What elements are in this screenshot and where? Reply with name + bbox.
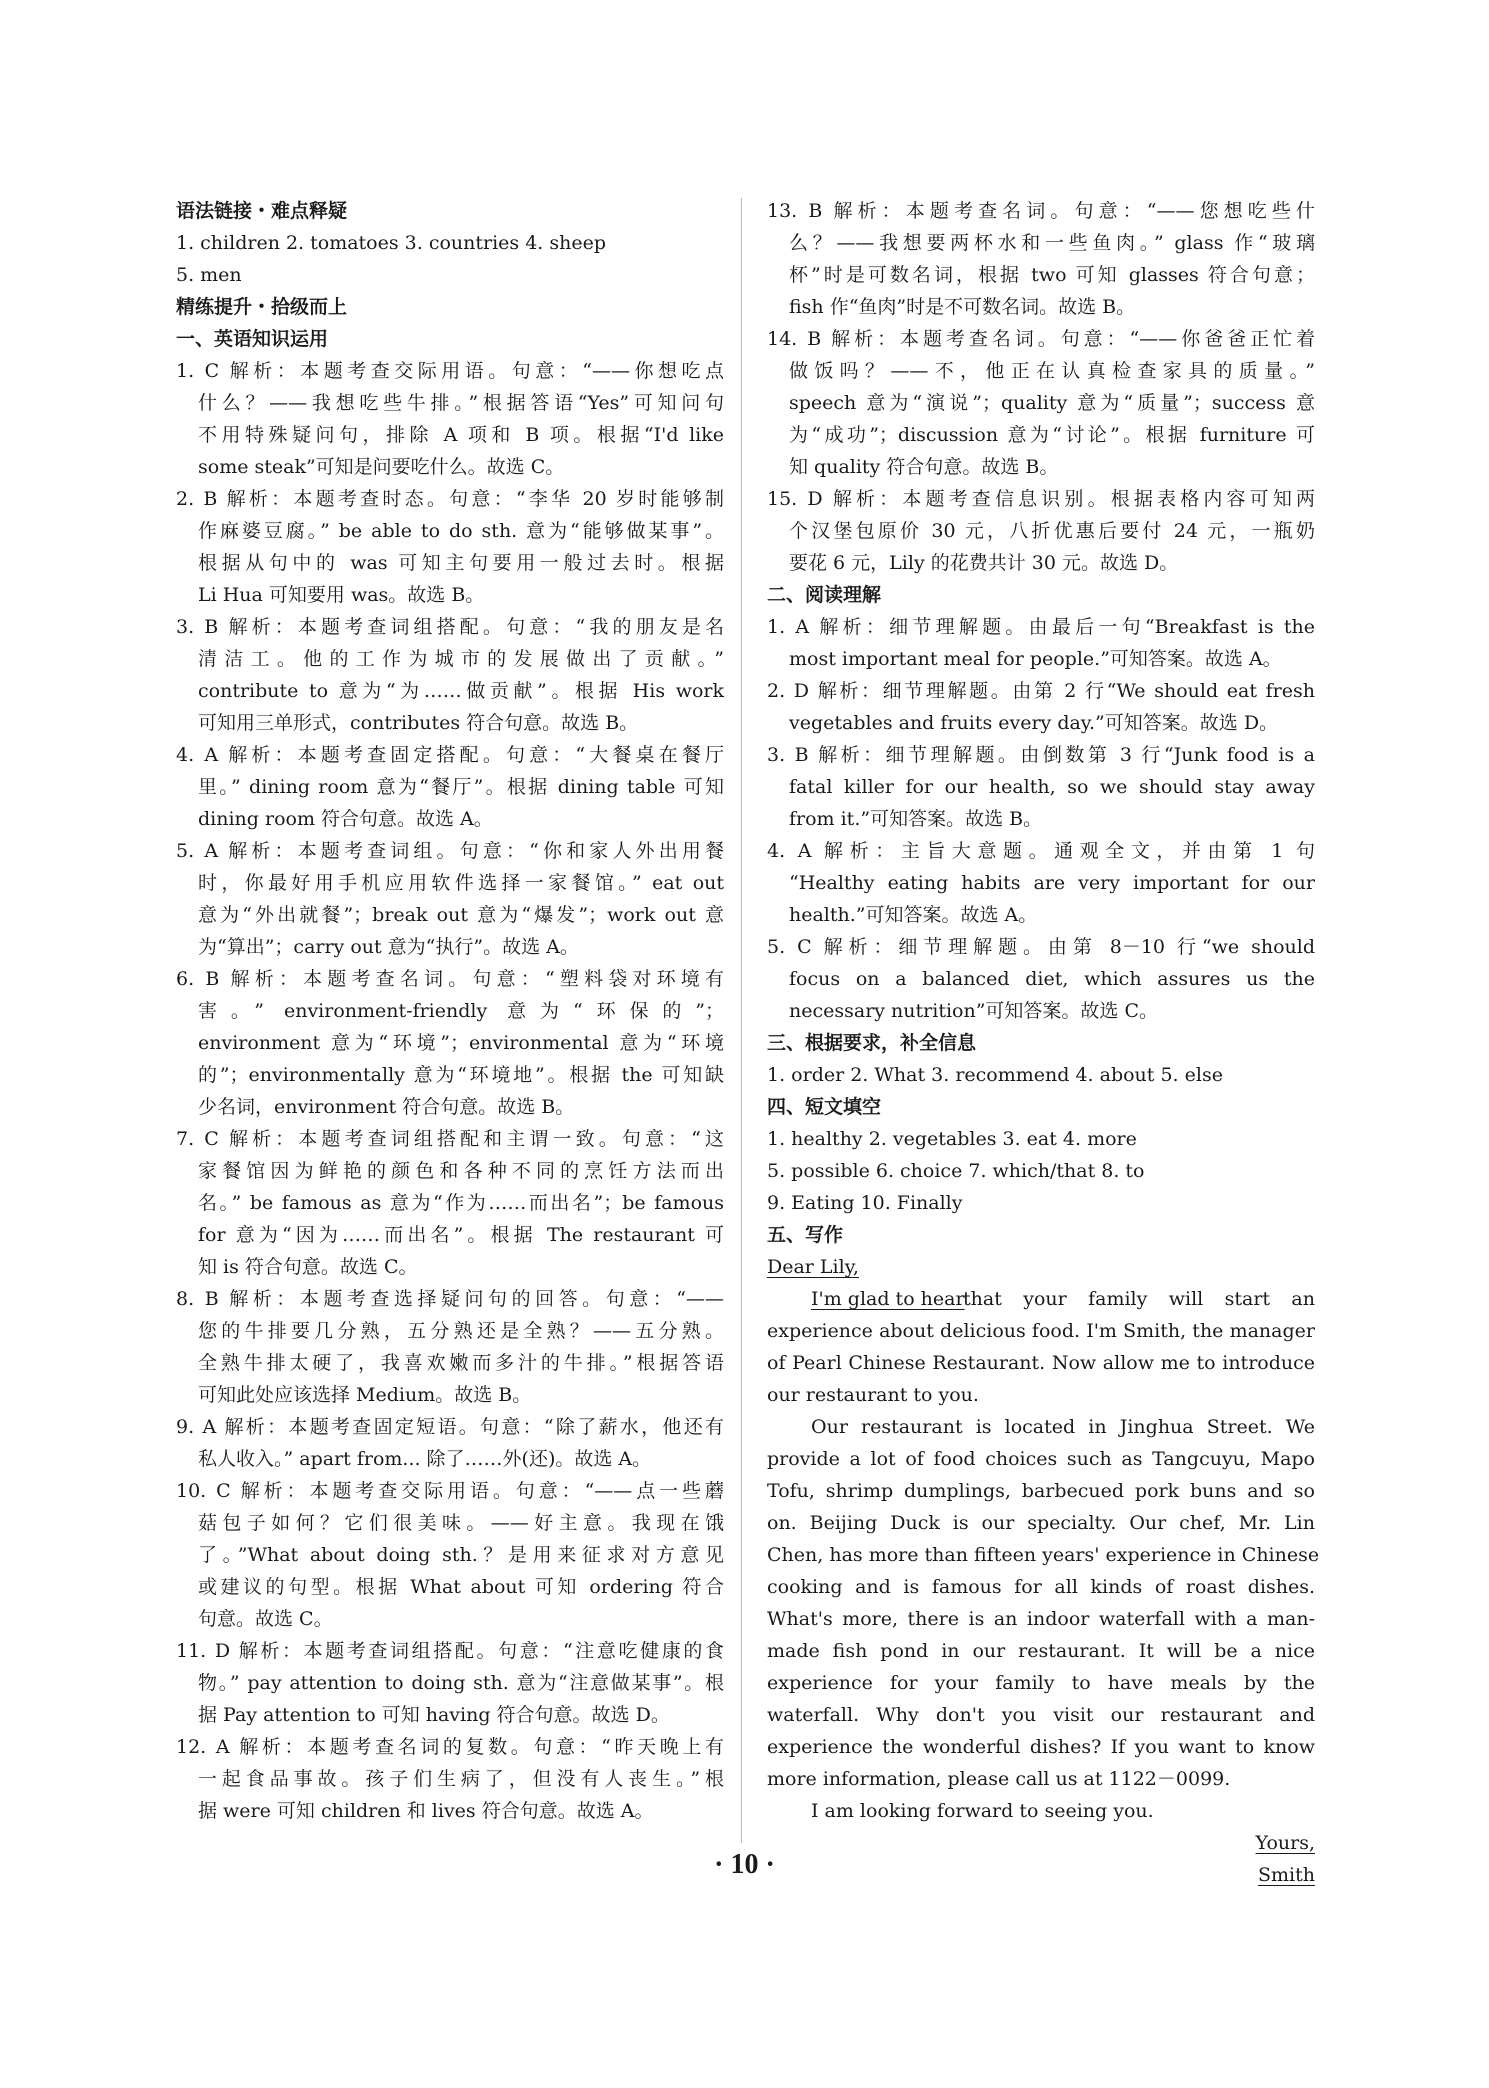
- letter-line: What's more, there is an indoor waterfall with a man-: [767, 1608, 1315, 1630]
- answer-line: 3. B 解析：细节理解题。由倒数第 3 行“Junk food is a: [767, 744, 1315, 766]
- section-heading: 四、短文填空: [767, 1096, 882, 1118]
- answer-line: health.”可知答案。故选 A。: [789, 904, 1038, 926]
- answer-item: 3. B 解析：本题考查词组搭配。句意：“我的朋友是名: [176, 616, 724, 638]
- answer-line: 杯”时是可数名词，根据 two 可知 glasses 符合句意；: [789, 264, 1315, 286]
- column-divider: [741, 198, 742, 1843]
- section-heading: 精练提升・拾级而上: [176, 296, 348, 318]
- answer-line: 2. D 解析：细节理解题。由第 2 行“We should eat fresh: [767, 680, 1315, 702]
- explanation-line: 为“算出”；carry out 意为“执行”。故选 A。: [198, 936, 579, 958]
- letter-line: that your family will start an: [963, 1288, 1315, 1310]
- explanation-line: some steak”可知是问要吃什么。故选 C。: [198, 456, 565, 478]
- letter-line: provide a lot of food choices such as Tangcuyu, Mapo: [767, 1448, 1315, 1470]
- answer-line: 14. B 解析：本题考查名词。句意：“——你爸爸正忙着: [767, 328, 1315, 350]
- letter-closing: Yours,: [1255, 1832, 1315, 1854]
- explanation-line: 了。”What about doing sth.？是用来征求对方意见: [198, 1544, 724, 1566]
- answer-line: 13. B 解析：本题考查名词。句意：“——您想吃些什: [767, 200, 1315, 222]
- answer-line: 15. D 解析：本题考查信息识别。根据表格内容可知两: [767, 488, 1315, 510]
- answer-line: 1. healthy 2. vegetables 3. eat 4. more: [767, 1128, 1137, 1150]
- explanation-line: 私人收入。” apart from... 除了……外(还)。故选 A。: [198, 1448, 652, 1470]
- explanation-line: 害。” environment-friendly 意为“环保的”；: [198, 1000, 724, 1022]
- answer-item: 1. children 2. tomatoes 3. countries 4. sheep: [176, 232, 607, 254]
- answer-line: fish 作“鱼肉”时是不可数名词。故选 B。: [789, 296, 1136, 318]
- explanation-line: 或建议的句型。根据 What about 可知 ordering 符合: [198, 1576, 724, 1598]
- answer-line: 么？——我想要两杯水和一些鱼肉。” glass 作“玻璃: [789, 232, 1315, 254]
- answer-line: 要花 6 元，Lily 的花费共计 30 元。故选 D。: [789, 552, 1179, 574]
- answer-item: 5. men: [176, 264, 242, 286]
- explanation-line: 全熟牛排太硬了，我喜欢嫩而多汁的牛排。”根据答语: [198, 1352, 724, 1374]
- explanation-line: 什么？——我想吃些牛排。”根据答语“Yes”可知问句: [198, 392, 724, 414]
- explanation-line: environment 意为“环境”；environmental 意为“环境: [198, 1032, 724, 1054]
- page-number: · 10 ·: [714, 1849, 775, 1880]
- letter-line: experience about delicious food. I'm Smith, the manager: [767, 1320, 1315, 1342]
- answer-item: 9. A 解析：本题考查固定短语。句意：“除了薪水，他还有: [176, 1416, 724, 1438]
- letter-line: more information, please call us at 1122－0099.: [767, 1768, 1231, 1790]
- answer-item: 11. D 解析：本题考查词组搭配。句意：“注意吃健康的食: [176, 1640, 724, 1662]
- answer-line: 1. order 2. What 3. recommend 4. about 5. else: [767, 1064, 1223, 1086]
- explanation-line: 清洁工。他的工作为城市的发展做出了贡献。”: [198, 648, 724, 670]
- section-heading: 二、阅读理解: [767, 584, 882, 606]
- explanation-line: dining room 符合句意。故选 A。: [198, 808, 493, 830]
- answer-item: 2. B 解析：本题考查时态。句意：“李华 20 岁时能够制: [176, 488, 724, 510]
- answer-line: fatal killer for our health, so we should stay away: [789, 776, 1315, 798]
- answer-line: from it.”可知答案。故选 B。: [789, 808, 1043, 830]
- section-heading: 语法链接・难点释疑: [176, 200, 348, 222]
- answer-line: 个汉堡包原价 30 元，八折优惠后要付 24 元，一瓶奶: [789, 520, 1315, 542]
- answer-line: 4. A 解析：主旨大意题。通观全文，并由第 1 句: [767, 840, 1315, 862]
- explanation-line: 可知用三单形式，contributes 符合句意。故选 B。: [198, 712, 639, 734]
- explanation-line: 据 were 可知 children 和 lives 符合句意。故选 A。: [198, 1800, 654, 1822]
- explanation-line: 名。” be famous as 意为“作为……而出名”；be famous: [198, 1192, 724, 1214]
- explanation-line: Li Hua 可知要用 was。故选 B。: [198, 584, 485, 606]
- letter-signature: Smith: [1258, 1864, 1315, 1886]
- answer-item: 10. C 解析：本题考查交际用语。句意：“——点一些蘑: [176, 1480, 724, 1502]
- section-heading: 一、英语知识运用: [176, 328, 329, 350]
- answer-line: 做饭吗？——不，他正在认真检查家具的质量。”: [789, 360, 1315, 382]
- explanation-line: 可知此处应该选择 Medium。故选 B。: [198, 1384, 532, 1406]
- answer-line: speech 意为“演说”；quality 意为“质量”；success 意: [789, 392, 1315, 414]
- section-heading: 五、写作: [767, 1224, 844, 1246]
- explanation-line: for 意为“因为……而出名”。根据 The restaurant 可: [198, 1224, 724, 1246]
- explanation-line: 不用特殊疑问句，排除 A 项和 B 项。根据“I'd like: [198, 424, 724, 446]
- explanation-line: 意为“外出就餐”；break out 意为“爆发”；work out 意: [198, 904, 724, 926]
- letter-line: I am looking forward to seeing you.: [811, 1800, 1154, 1822]
- answer-line: 知 quality 符合句意。故选 B。: [789, 456, 1059, 478]
- explanation-line: 知 is 符合句意。故选 C。: [198, 1256, 418, 1278]
- explanation-line: 句意。故选 C。: [198, 1608, 333, 1630]
- answer-line: 1. A 解析：细节理解题。由最后一句“Breakfast is the: [767, 616, 1315, 638]
- answer-line: 9. Eating 10. Finally: [767, 1192, 963, 1214]
- letter-line: on. Beijing Duck is our specialty. Our chef, Mr. Lin: [767, 1512, 1315, 1534]
- explanation-line: 据 Pay attention to 可知 having 符合句意。故选 D。: [198, 1704, 670, 1726]
- answer-line: necessary nutrition”可知答案。故选 C。: [789, 1000, 1158, 1022]
- letter-salutation: Dear Lily,: [767, 1256, 859, 1278]
- letter-line: Our restaurant is located in Jinghua Street. We: [811, 1416, 1315, 1438]
- answer-item: 7. C 解析：本题考查词组搭配和主谓一致。句意：“这: [176, 1128, 724, 1150]
- answer-line: “Healthy eating habits are very important for our: [789, 872, 1315, 894]
- letter-line: Tofu, shrimp dumplings, barbecued pork buns and so: [767, 1480, 1315, 1502]
- explanation-line: 根据从句中的 was 可知主句要用一般过去时。根据: [198, 552, 724, 574]
- letter-line: experience the wonderful dishes? If you want to know: [767, 1736, 1315, 1758]
- letter-line: waterfall. Why don't you visit our restaurant and: [767, 1704, 1315, 1726]
- answer-item: 6. B 解析：本题考查名词。句意：“塑料袋对环境有: [176, 968, 724, 990]
- answer-line: most important meal for people.”可知答案。故选 A。: [789, 648, 1282, 670]
- answer-line: focus on a balanced diet, which assures us the: [789, 968, 1315, 990]
- explanation-line: 家餐馆因为鲜艳的颜色和各种不同的烹饪方法而出: [198, 1160, 724, 1182]
- explanation-line: contribute to 意为“为……做贡献”。根据 His work: [198, 680, 724, 702]
- letter-line: made fish pond in our restaurant. It will be a nice: [767, 1640, 1315, 1662]
- explanation-line: 时，你最好用手机应用软件选择一家餐馆。” eat out: [198, 872, 724, 894]
- explanation-line: 里。” dining room 意为“餐厅”。根据 dining table 可知: [198, 776, 724, 798]
- answer-item: 8. B 解析：本题考查选择疑问句的回答。句意：“——: [176, 1288, 724, 1310]
- answer-line: 为“成功”；discussion 意为“讨论”。根据 furniture 可: [789, 424, 1315, 446]
- answer-line: 5. possible 6. choice 7. which/that 8. to: [767, 1160, 1145, 1182]
- explanation-line: 作麻婆豆腐。” be able to do sth. 意为“能够做某事”。: [198, 520, 724, 542]
- answer-item: 4. A 解析：本题考查固定搭配。句意：“大餐桌在餐厅: [176, 744, 724, 766]
- section-heading: 三、根据要求，补全信息: [767, 1032, 977, 1054]
- answer-item: 1. C 解析：本题考查交际用语。句意：“——你想吃点: [176, 360, 724, 382]
- explanation-line: 一起食品事故。孩子们生病了，但没有人丧生。”根: [198, 1768, 724, 1790]
- letter-line: I'm glad to hear: [811, 1288, 965, 1310]
- letter-line: our restaurant to you.: [767, 1384, 979, 1406]
- answer-line: vegetables and fruits every day.”可知答案。故选 D。: [789, 712, 1279, 734]
- answer-item: 5. A 解析：本题考查词组。句意：“你和家人外出用餐: [176, 840, 724, 862]
- explanation-line: 的”；environmentally 意为“环境地”。根据 the 可知缺: [198, 1064, 724, 1086]
- letter-line: of Pearl Chinese Restaurant. Now allow me to introduce: [767, 1352, 1315, 1374]
- answer-line: 5. C 解析：细节理解题。由第 8－10 行“we should: [767, 936, 1315, 958]
- explanation-line: 少名词，environment 符合句意。故选 B。: [198, 1096, 575, 1118]
- answer-item: 12. A 解析：本题考查名词的复数。句意：“昨天晚上有: [176, 1736, 724, 1758]
- letter-line: experience for your family to have meals by the: [767, 1672, 1315, 1694]
- explanation-line: 物。” pay attention to doing sth. 意为“注意做某事”。根: [198, 1672, 724, 1694]
- explanation-line: 您的牛排要几分熟，五分熟还是全熟？——五分熟。: [198, 1320, 724, 1342]
- letter-line: cooking and is famous for all kinds of roast dishes.: [767, 1576, 1315, 1598]
- letter-line: Chen, has more than fifteen years' experience in Chinese: [767, 1544, 1320, 1566]
- explanation-line: 菇包子如何？它们很美味。——好主意。我现在饿: [198, 1512, 724, 1534]
